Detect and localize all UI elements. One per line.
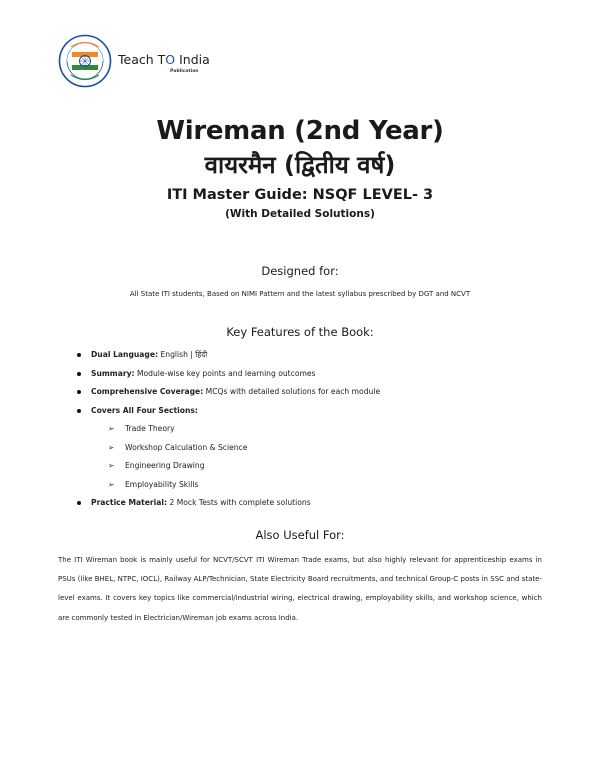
book-title: Wireman (2nd Year) bbox=[156, 116, 444, 146]
bullet-icon bbox=[77, 390, 81, 394]
publisher-logo bbox=[58, 34, 218, 94]
list-item: Dual Language: English | हिंदी bbox=[74, 350, 544, 369]
list-item: Summary: Module-wise key points and learning outcomes bbox=[74, 369, 544, 388]
bullet-icon bbox=[77, 353, 81, 357]
designed-for-text: All State ITI students, Based on NIMI Pattern and the latest syllabus prescribed by DGT and NCVT bbox=[129, 290, 471, 298]
list-item: Comprehensive Coverage: MCQs with detailed solutions for each module bbox=[74, 387, 544, 406]
arrow-bullet-icon: ➢ bbox=[108, 479, 115, 489]
bullet-icon bbox=[77, 501, 81, 505]
also-useful-text: The ITI Wireman book is mainly useful for NCVT/SCVT ITI Wireman Trade exams, but also highly relevant for apprenticeship exams in PSUs (like BHEL, NTPC, IOCL), Railway ALP/Technician, State Electricity Board recruitments, and technical Group-C posts in SSC and state-level exams. It covers key topics like commercial/industrial wiring, electrical drawing, employability skills, and workshop science, which are commonly tested in Electrician/Wireman job exams across India. bbox=[58, 556, 542, 622]
bullet-icon bbox=[77, 372, 81, 376]
section-item: ➢ Employability Skills bbox=[108, 479, 199, 489]
brand-subtitle: Publication bbox=[170, 69, 199, 74]
book-title-hindi: वायरमैन (द्वितीय वर्ष) bbox=[204, 151, 396, 179]
list-item: Covers All Four Sections: bbox=[74, 406, 544, 425]
bullet-icon bbox=[77, 409, 81, 413]
section-item: ➢ Workshop Calculation & Science bbox=[108, 442, 248, 452]
also-useful-heading: Also Useful For: bbox=[255, 528, 345, 542]
book-detail: (With Detailed Solutions) bbox=[225, 208, 375, 220]
arrow-bullet-icon: ➢ bbox=[108, 424, 115, 433]
features-list bbox=[74, 350, 544, 517]
brand-name: Teach TO India bbox=[118, 52, 210, 67]
designed-for-heading: Designed for: bbox=[261, 264, 339, 278]
arrow-bullet-icon: ➢ bbox=[108, 442, 115, 452]
key-features-heading: Key Features of the Book: bbox=[226, 325, 374, 339]
arrow-bullet-icon: ➢ bbox=[108, 461, 115, 470]
section-item: ➢ Engineering Drawing bbox=[108, 461, 205, 470]
book-subtitle: ITI Master Guide: NSQF LEVEL- 3 bbox=[166, 187, 434, 203]
emblem-icon bbox=[58, 34, 112, 88]
section-item: ➢ Trade Theory bbox=[108, 424, 175, 433]
list-item: Practice Material: 2 Mock Tests with complete solutions bbox=[74, 498, 544, 517]
